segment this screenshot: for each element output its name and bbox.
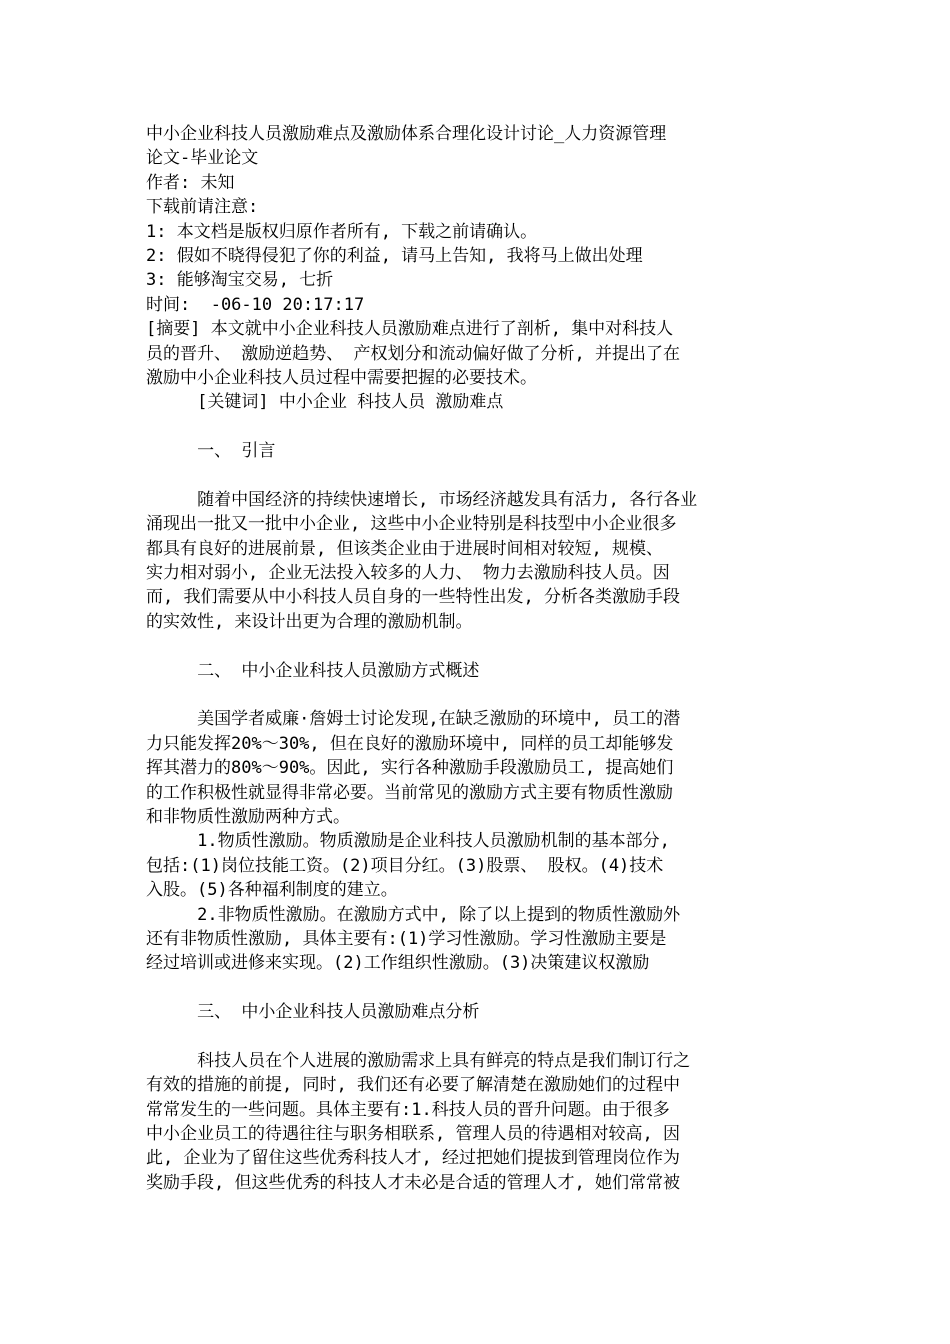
section-3-line: 奖励手段, 但这些优秀的科技人才未必是合适的管理人才, 她们常常被 [146,1172,680,1193]
section-3-line: 此, 企业为了留住这些优秀科技人才, 经过把她们提拔到管理岗位作为 [146,1148,680,1169]
timestamp-line: 时间: -06-10 20:17:17 [146,294,365,315]
section-2-line: 1.物质性激励。物质激励是企业科技人员激励机制的基本部分, [146,831,670,852]
title-line-1: 中小企业科技人员激励难点及激励体系合理化设计讨论_人力资源管理 [146,124,667,144]
section-3-line: 中小企业员工的待遇往往与职务相联系, 管理人员的待遇相对较高, 因 [146,1124,680,1145]
section-2-line: 包括:(1)岗位技能工资。(2)项目分红。(3)股票、 股权。(4)技术 [146,855,664,876]
document-body [146,122,746,1195]
section-3-line: 有效的措施的前提, 同时, 我们还有必要了解清楚在激励她们的过程中 [146,1075,680,1096]
section-2-line: 的工作积极性就显得非常必要。当前常见的激励方式主要有物质性激励 [146,782,673,803]
section-2-line: 和非物质性激励两种方式。 [146,806,350,827]
section-1-line: 的实效性, 来设计出更为合理的激励机制。 [146,611,473,632]
section-1-line: 实力相对弱小, 企业无法投入较多的人力、 物力去激励科技人员。因 [146,563,670,584]
title-line-2: 论文-毕业论文 [146,148,259,169]
spacer [146,976,746,1000]
spacer [146,463,746,487]
section-2-line: 挥其潜力的80%～90%。因此, 实行各种激励手段激励员工, 提高她们 [146,758,674,779]
section-1-line: 随着中国经济的持续快速增长, 市场经济越发具有活力, 各行各业 [146,489,698,510]
abstract-line-3: 激励中小企业科技人员过程中需要把握的必要技术。 [146,367,537,388]
abstract-line-1: [摘要] 本文就中小企业科技人员激励难点进行了剖析, 集中对科技人 [146,319,674,340]
section-3-line: 常常发生的一些问题。具体主要有:1.科技人员的晋升问题。由于很多 [146,1099,670,1120]
notice-item-3: 3: 能够淘宝交易, 七折 [146,270,334,291]
section-2-line: 入股。(5)各种福利制度的建立。 [146,880,398,901]
spacer [146,1024,746,1048]
section-2-heading: 二、 中小企业科技人员激励方式概述 [146,660,480,681]
section-3-heading: 三、 中小企业科技人员激励难点分析 [146,1002,480,1023]
author-line: 作者: 未知 [146,172,235,193]
notice-item-1: 1: 本文档是版权归原作者所有, 下载之前请确认。 [146,221,538,242]
section-2-line: 2.非物质性激励。在激励方式中, 除了以上提到的物质性激励外 [146,904,681,925]
section-2-line: 经过培训或进修来实现。(2)工作组织性激励。(3)决策建议权激励 [146,953,650,974]
section-2-line: 还有非物质性激励, 具体主要有:(1)学习性激励。学习性激励主要是 [146,928,667,949]
keywords-line: [关键词] 中小企业 科技人员 激励难点 [146,392,504,413]
spacer [146,634,746,658]
section-1-line: 而, 我们需要从中小科技人员自身的一些特性出发, 分析各类激励手段 [146,587,680,608]
section-1-line: 都具有良好的进展前景, 但该类企业由于进展时间相对较短, 规模、 [146,538,663,559]
notice-heading: 下载前请注意: [146,197,259,218]
notice-item-2: 2: 假如不晓得侵犯了你的利益, 请马上告知, 我将马上做出处理 [146,245,643,266]
section-1-line: 涌现出一批又一批中小企业, 这些中小企业特别是科技型中小企业很多 [146,514,677,535]
spacer [146,683,746,707]
spacer [146,415,746,439]
section-3-line: 科技人员在个人进展的激励需求上具有鲜亮的特点是我们制订行之 [146,1050,691,1071]
abstract-line-2: 员的晋升、 激励逆趋势、 产权划分和流动偏好做了分析, 并提出了在 [146,343,680,364]
section-1-heading: 一、 引言 [146,441,276,462]
section-2-line: 力只能发挥20%～30%, 但在良好的激励环境中, 同样的员工却能够发 [146,733,674,754]
section-2-line: 美国学者威廉·詹姆士讨论发现,在缺乏激励的环境中, 员工的潜 [146,709,681,730]
